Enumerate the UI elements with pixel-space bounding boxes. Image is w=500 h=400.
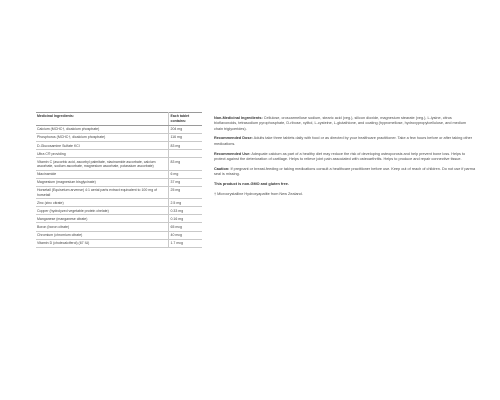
ingredient-cell: Ultra C® providing [36, 150, 168, 158]
table-row [36, 158, 202, 170]
ingredient-cell: Magnesium (magnesium bisglycinate) [36, 178, 168, 186]
table-row [36, 178, 202, 186]
amount-cell: 40 mcg [168, 231, 202, 239]
gmo-text: This product is non-GMO and gluten free. [214, 182, 289, 187]
amount-cell [168, 150, 202, 158]
ingredient-cell: Copper (hydrolyzed vegetable protein chelate) [36, 207, 168, 215]
amount-header-line-1: Each tablet [170, 114, 190, 119]
amount-column-header [168, 113, 202, 126]
table-row [36, 215, 202, 223]
table-header-row [36, 113, 202, 126]
caution-text: If pregnant or breast-feeding or taking medications consult a healthcare practitioner before use. Keep out of reach of children. Do not use if parma seal is missing. [214, 166, 476, 177]
table-row [36, 199, 202, 207]
table-row [36, 231, 202, 239]
amount-cell: 25 mg [168, 186, 202, 198]
ingredient-cell: Vitamin C (ascorbic acid, ascorbyl palmitate, niacinamide ascorbate, calcium ascorbate, sodium ascorbate, magnesium ascorbate, potassium ascorbate) [36, 158, 168, 170]
recommended-dose-text: Adults take three tablets daily with food or as directed by your healthcare practitioner. Take a few hours before or after taking other medications. [214, 136, 473, 146]
amount-cell: 6 mg [168, 170, 202, 178]
table-row [36, 170, 202, 178]
amount-cell: 2.5 mg [168, 199, 202, 207]
amount-cell: 65 mcg [168, 223, 202, 231]
non-medicinal-label: Non-Medicinal Ingredients: [214, 116, 263, 120]
medicinal-ingredients-table-container [36, 112, 202, 248]
recommended-dose-paragraph [214, 136, 476, 147]
ingredients-table-body [36, 125, 202, 247]
caution-paragraph [214, 167, 476, 178]
ingredient-cell: Niacinamide [36, 170, 168, 178]
product-notes [214, 116, 476, 202]
amount-cell: 204 mg [168, 125, 202, 133]
table-row [36, 150, 202, 158]
table-row [36, 186, 202, 198]
footnote-text: † Microcrystalline Hydroxyapatite from New Zealand. [214, 191, 303, 196]
amount-cell: 37 mg [168, 178, 202, 186]
table-row [36, 125, 202, 133]
amount-cell: 1.7 mcg [168, 239, 202, 247]
ingredient-cell: Horsetail (Equisetum arvense) 4:1 aerial parts extract equivalent to 100 mg of horsetail [36, 186, 168, 198]
amount-cell: 83 mg [168, 142, 202, 150]
recommended-dose-label: Recommended Dose: [214, 136, 253, 141]
medicinal-ingredients-table [36, 112, 202, 248]
caution-label: Caution: [214, 166, 230, 171]
table-row [36, 134, 202, 142]
gmo-statement [214, 182, 476, 187]
table-row [36, 223, 202, 231]
recommended-use-label: Recommended Use: [214, 151, 251, 156]
recommended-use-paragraph [214, 152, 476, 163]
ingredient-cell: Zinc (zinc citrate) [36, 199, 168, 207]
amount-cell: 116 mg [168, 134, 202, 142]
amount-cell: 0.16 mg [168, 215, 202, 223]
table-row [36, 207, 202, 215]
ingredient-cell: Vitamin D (cholecalciferol) (67 IU) [36, 239, 168, 247]
amount-cell: 0.33 mg [168, 207, 202, 215]
non-medicinal-ingredients-paragraph [214, 116, 476, 132]
table-row [36, 142, 202, 150]
footnote-paragraph [214, 192, 476, 197]
non-medicinal-text: Cellulose, croscarmellose sodium, stearic acid (veg.), silicon dioxide, magnesium stearate (veg.), L-lysine, citrus bioflavonoids, tetrasodium pyrophosphate, D-ribose, xylitol, L-cysteine, L-glutathione, and coating (hypromellose, hydroxypropylcellulose, and medium chain triglycerides). [214, 116, 466, 131]
ingredient-cell: Calcium (MCHC†, dicalcium phosphate) [36, 125, 168, 133]
ingredient-cell: Phosphorus (MCHC†, dicalcium phosphate) [36, 134, 168, 142]
ingredient-cell: D-Glucosamine Sulfate KCl [36, 142, 168, 150]
recommended-use-text: Adequate calcium as part of a healthy diet may reduce the risk of developing osteoporosis and help prevent bone loss. Helps to protect against the deterioration of cartilage. Helps to relieve joint pain associated with osteoarthritis. Helps to produce and repair connective tissue. [214, 151, 466, 161]
ingredient-cell: Boron (boron citrate) [36, 223, 168, 231]
ingredients-column-header: Medicinal Ingredients: [36, 113, 168, 126]
ingredient-cell: Manganese (manganese citrate) [36, 215, 168, 223]
amount-cell: 83 mg [168, 158, 202, 170]
ingredient-cell: Chromium (chromium citrate) [36, 231, 168, 239]
table-row [36, 239, 202, 247]
amount-header-line-2: contains: [170, 118, 187, 123]
